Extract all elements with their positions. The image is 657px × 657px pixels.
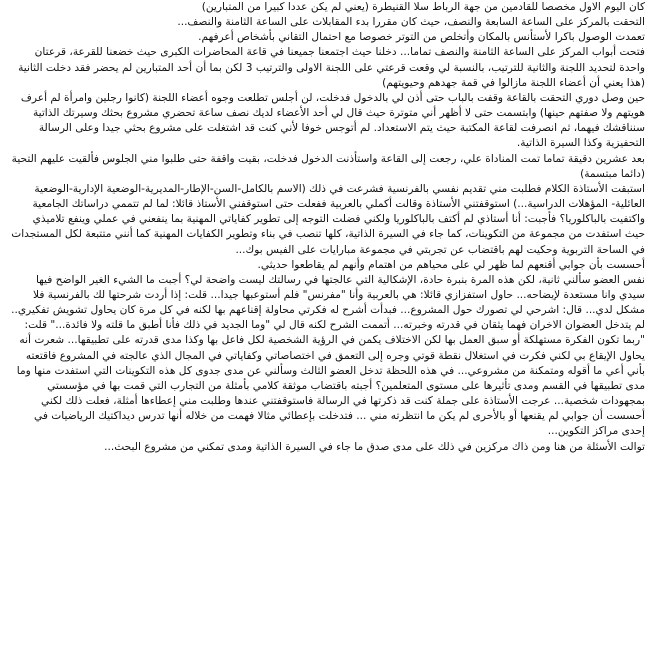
paragraph: كان اليوم الاول مخصصا للقادمين من جهة الرباط سلا القنيطرة (يعني لم يكن عددا كبيرا من المتبارين) [201, 1, 645, 13]
paragraph: فتحت أبواب المركز على الساعة الثامنة والنصف تماما... دخلنا حيث اجتمعنا جميعنا في قاعة المحاضرات الكبرى حيث خضعنا للقرعة، قرعتان واحدة لتحديد اللجنة والثانية للترتيب، بالنسبة لي وقعت قرعتي على اللجنة الاولى والترتيب 3 لكن بما أن أحد المتبارين لم يحضر فقد دخلت الثانية (هذا يعني أن أعضاء اللجنة مازالوا في قمة جهدهم وحيويتهم) [18, 46, 645, 89]
paragraph: استبقت الأستاذة الكلام فطلبت مني تقديم نفسي بالفرنسية فشرعت في ذلك (الاسم بالكامل-السن-الإطار-المديرية-الوضعية الإدارية-الوضعية العائلية- المؤهلات الدراسية...) استوقفتني الأستاذة وقالت أكملي بالعربية ففعلت حتى استوقفني الأستاذ قائلا: لما لم تتممي دراساتك الجامعية واكتفيت بالباكلوريا؟ فأجبت: أنا أستاذي لم أكتف بالباكلوريا ولكني فضلت التوجه إلى تطوير كفاياتي المهنية بما ينفعني في عملي وينفع تلاميذي حيث استفدت من مجموعة من التكوينات، كما جاء في السيرة الذاتية، كلها تنصب في بناء وتطوير الكفايات المهنية كما أنني متتبعة لكل المستجدات في الساحة التربوية وحكيت لهم باقتضاب عن تجربتي في مجموعة مبارايات على الفيس بوك... [11, 182, 645, 256]
paragraph: نفس العضو سألني ثانية، لكن هذه المرة بنبرة حادة، الإشكالية التي عالجتها في رسالتك ليست واضحة لي؟ أجبت ما الشيء الغير الواضح فيها سيدي وانا مستعدة لإيضاحه... حاول استفزازي قائلا: هي بالعربية وأنا "مفرنس" فلم أستوعبها جيدا... قلت: إذا أردت شرحتها لك بالفرنسية فلا مشكل لدي... قال: اشرحي لي تصورك حول المشروع... فبدأت أشرح له فكرتي محاولة إقناعهم بها لكنه في كل مرة كان يحاول تشويش تفكيري.. لم يتدخل العضوان الاخران فهما يثقان في قدرته وخبرته... أتممت الشرح لكنه قال لي "وما الجديد في ذلك فأنا أطبق ما قلته ولا فائدة..." قلت: "ربما تكون الفكرة مستهلكة أو سبق العمل بها لكن الاختلاف يكمن في الرؤية الشخصية لكل فاعل بها وكذا مدى قدرته على تطبيقها... شعرت أنه يحاول الإيقاع بي لكني فكرت في استغلال نقطة قوتي وجره إلى التعمق في اختصاصاتي وكفاياتي في المجال الذي عالجته في المشروع فاقتعته بأني أعي ما أقوله ومتمكنة من مشروعي... في هذه اللحظة تدخل العضو الثالث وسألني عن مدى جدوى كل هذه التكوينات التي استفدت منها وما مدى تطبيقها في القسم ومدى تأثيرها على مستوى المتعلمين؟ أجبته باقتضاب موثقة كلامي بأمثلة من التجارب التي قمت بها في مؤسستي بمجهودات شخصية... عرجت الأستاذة على جملة كنت قد ذكرتها في الرسالة فاستوقفتني عندها وطلبت مني إعطاءها أمثلة، فعلت ذلك لكني أحسست أن جوابي لم يقنعها أو بالأحرى لم يكن ما انتظرته مني ... فتدخلت بإعطائي مثالا فهمت من خلاله أنها تدرس ديداكتيك الرياضيات في إحدى مراكز التكوين... [11, 273, 645, 438]
paragraph: حين وصل دوري التحقت بالقاعة وقفت بالباب حتى أذن لي بالدخول فدخلت، لن أجلس تطلعت وجوه أعضاء اللجنة (كانوا رجلين وامرأة لم أعرف هويتهم ولا صفتهم حينها) وابتسمت حتى لا أظهر أني متوترة حيث قال لي أحد الأعضاء لديك نصف ساعة تحضري مشروع بحثك وسيرتك الذاتية سنناقشك فيهما، ثم انصرفت لقاعة المكتبة حيث يتم الاستعداد. لم أتوجس خوفا لأني كنت قد اشتغلت على مشروع بحثي جيدا وعلى الرسالة التحفيزية وكذا السيرة الذاتية. [20, 91, 645, 150]
paragraph: التحقت بالمركز على الساعة السابعة والنصف، حيث كان مقررا بدء المقابلات على الساعة الثامنة والنصف... [177, 16, 645, 29]
paragraph: تعمدت الوصول باكرا لأستأنس بالمكان وأتخلص من التوتر خصوصا مع احتمال التقاني بأشخاص أعرفهم. [198, 31, 645, 44]
paragraph: أحسست بأن جوابي أقنعهم لما ظهر لي على محياهم من اهتمام وأنهم لم يقاطعوا حديثي. [257, 258, 645, 271]
paragraph: بعد عشرين دقيقة تماما تمت المناداة علي، رجعت إلى القاعة واستأذنت الدخول فدخلت، بقيت واقفة حتى طلبوا مني الجلوس فألقيت عليهم التحية (دائما مبتسمة) [11, 152, 645, 180]
paragraph: توالت الأسئلة من هنا ومن ذاك مركزين في ذلك على مدى صدق ما جاء في السيرة الذاتية ومدى تمكني من مشروع البحث... [104, 440, 645, 453]
